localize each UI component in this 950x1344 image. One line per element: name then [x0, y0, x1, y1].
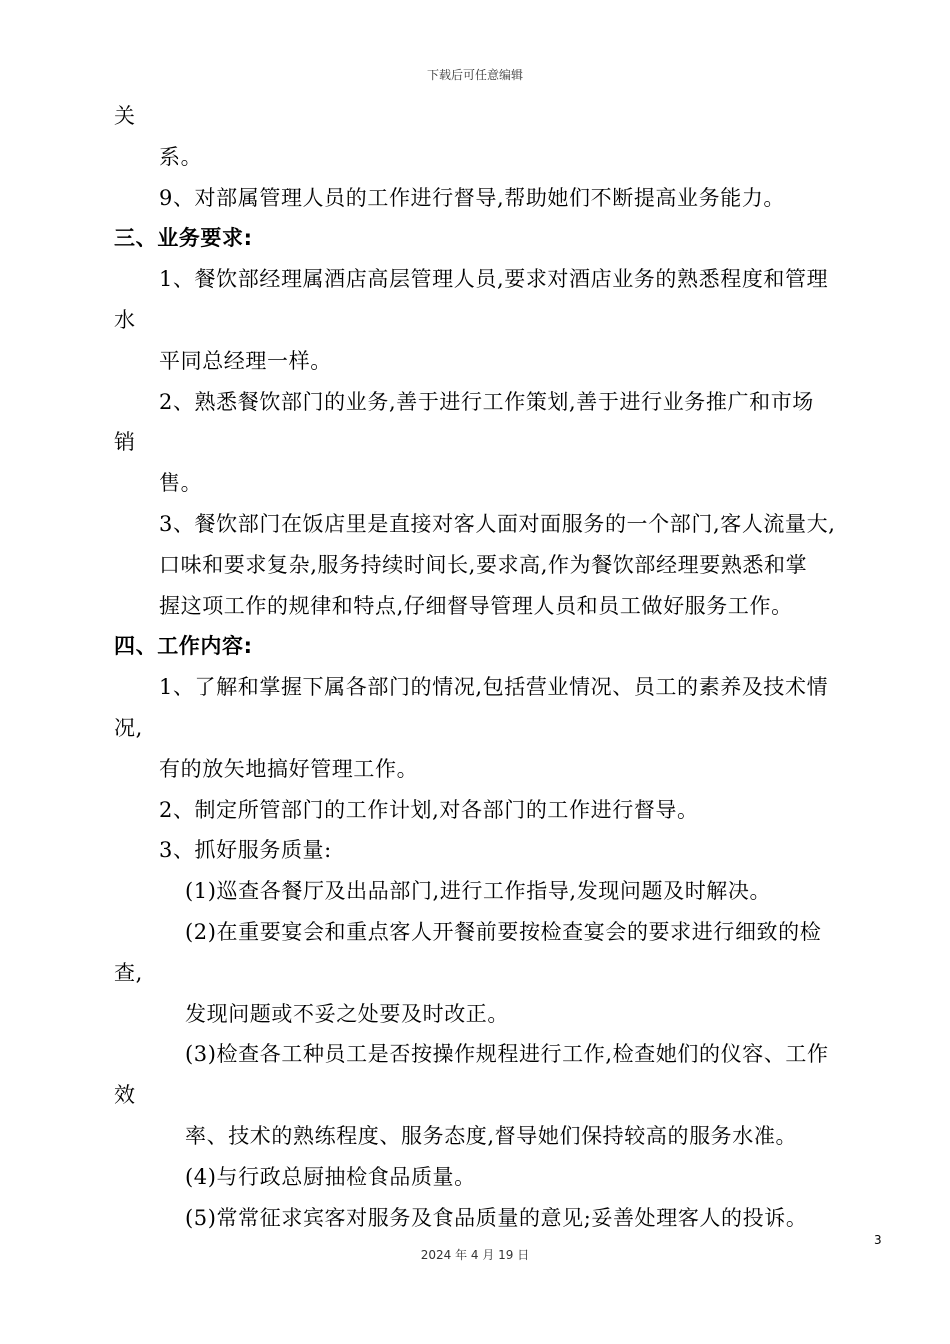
page-footer-date: 2024 年 4 月 19 日	[420, 1248, 530, 1262]
document-body	[114, 96, 890, 1238]
text-line: 握这项工作的规律和特点,仔细督导管理人员和员工做好服务工作。	[159, 593, 793, 618]
text-line: 查,	[114, 960, 143, 985]
text-line: (3)检查各工种员工是否按操作规程进行工作,检查她们的仪容、工作	[185, 1042, 829, 1067]
text-line: 关	[114, 104, 136, 128]
text-line: 1、餐饮部经理属酒店高层管理人员,要求对酒店业务的熟悉程度和管理	[159, 267, 829, 292]
text-line: 口味和要求复杂,服务持续时间长,要求高,作为餐饮部经理要熟悉和掌	[159, 552, 808, 577]
text-line: (2)在重要宴会和重点客人开餐前要按检查宴会的要求进行细致的检	[185, 919, 822, 944]
text-line: 2、熟悉餐饮部门的业务,善于进行工作策划,善于进行业务推广和市场	[159, 389, 814, 414]
text-line: 况,	[114, 715, 143, 740]
text-line: (4)与行政总厨抽检食品质量。	[185, 1164, 476, 1189]
text-line: 3、抓好服务质量:	[159, 838, 332, 863]
text-line: (1)巡查各餐厅及出品部门,进行工作指导,发现问题及时解决。	[185, 879, 772, 904]
text-line: 率、技术的熟练程度、服务态度,督导她们保持较高的服务水准。	[185, 1123, 798, 1148]
text-line: 销	[114, 430, 136, 455]
text-line: 有的放矢地搞好管理工作。	[159, 756, 419, 781]
text-line: 1、了解和掌握下属各部门的情况,包括营业情况、员工的素养及技术情	[159, 675, 829, 700]
text-line: 系。	[159, 144, 203, 169]
text-line: 2、制定所管部门的工作计划,对各部门的工作进行督导。	[159, 797, 699, 822]
text-line: 9、对部属管理人员的工作进行督导,帮助她们不断提高业务能力。	[159, 185, 786, 210]
text-line: 效	[114, 1083, 136, 1108]
text-line: (5)常常征求宾客对服务及食品质量的意见;妥善处理客人的投诉。	[185, 1205, 808, 1230]
text-line: 售。	[159, 471, 203, 496]
page-number: 3	[874, 1233, 882, 1247]
text-line: 3、餐饮部门在饭店里是直接对客人面对面服务的一个部门,客人流量大,	[159, 511, 836, 536]
page-header: 下载后可任意编辑	[426, 68, 523, 82]
section-heading: 四、工作内容:	[114, 634, 253, 659]
text-line: 水	[114, 307, 136, 332]
section-heading: 三、业务要求:	[114, 226, 253, 251]
text-line: 发现问题或不妥之处要及时改正。	[185, 1001, 509, 1026]
text-line: 平同总经理一样。	[159, 348, 332, 373]
